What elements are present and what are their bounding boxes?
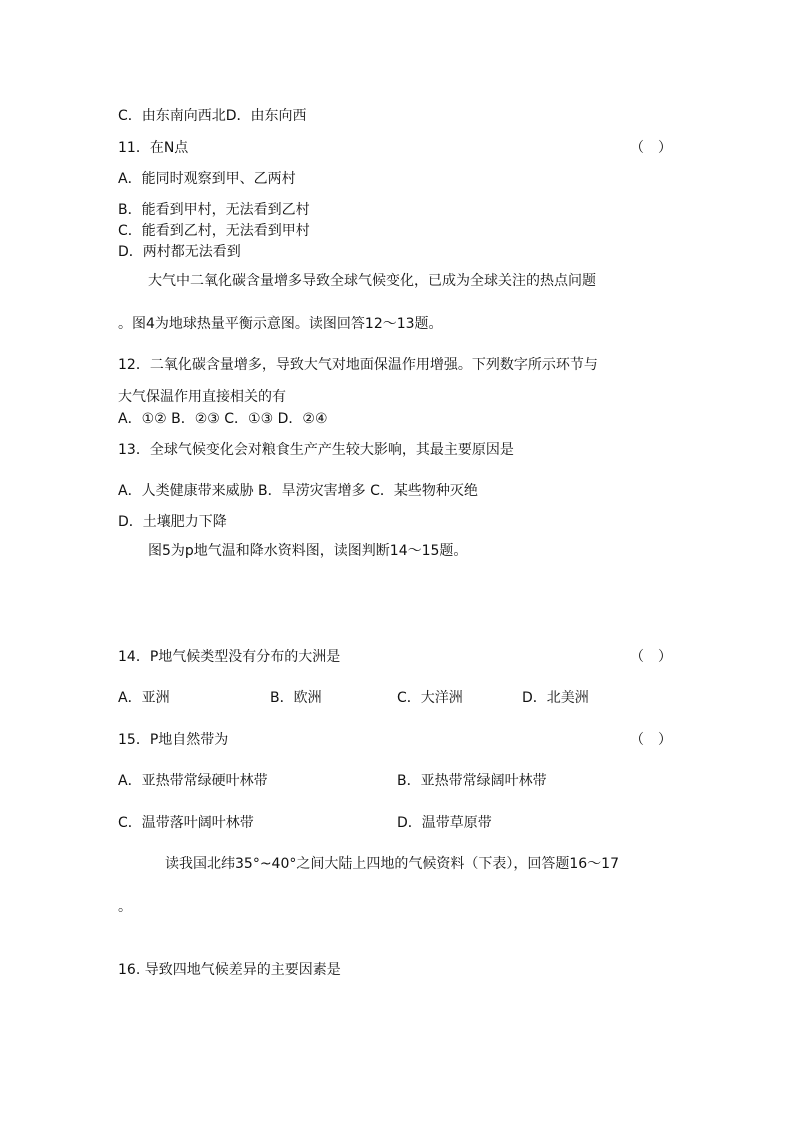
option-c: C．能看到乙村，无法看到甲村 <box>118 223 310 239</box>
question-15: 15．P地自然带为 <box>118 732 229 748</box>
option-b: B．能看到甲村，无法看到乙村 <box>118 202 310 218</box>
option-d: D．温带草原带 <box>397 815 492 831</box>
option-b: B．亚热带常绿阔叶林带 <box>397 773 547 789</box>
option-d: D．北美洲 <box>522 690 589 706</box>
question-12: 12．二氧化碳含量增多，导致大气对地面保温作用增强。下列数字所示环节与 <box>118 357 598 373</box>
question-16: 16. 导致四地气候差异的主要因素是 <box>118 962 341 978</box>
intro-paragraph: 大气中二氧化碳含量增多导致全球气候变化，已成为全球关注的热点问题 <box>148 273 596 289</box>
answer-paren: （ ） <box>630 732 672 748</box>
intro-paragraph-cont: 。 <box>118 899 132 915</box>
intro-paragraph: 图5为p地气温和降水资料图，读图判断14～15题。 <box>148 543 468 559</box>
answer-paren: （ ） <box>630 140 672 156</box>
intro-paragraph-cont: 。图4为地球热量平衡示意图。读图回答12～13题。 <box>118 316 443 332</box>
intro-paragraph: 读我国北纬35°~40°之间大陆上四地的气候资料（下表），回答题16～17 <box>165 856 619 872</box>
question-12-cont: 大气保温作用直接相关的有 <box>118 389 286 405</box>
question-14: 14．P地气候类型没有分布的大洲是 <box>118 649 341 665</box>
option-a: A．亚热带常绿硬叶林带 <box>118 773 268 789</box>
option-b: B．欧洲 <box>270 690 322 706</box>
question-13: 13．全球气候变化会对粮食生产产生较大影响，其最主要原因是 <box>118 442 514 458</box>
option-c: C．大洋洲 <box>397 690 463 706</box>
option-line: C．由东南向西北D．由东向西 <box>118 108 307 124</box>
option-a: A．能同时观察到甲、乙两村 <box>118 171 296 187</box>
option-d: D．两村都无法看到 <box>118 244 241 260</box>
option-c: C．温带落叶阔叶林带 <box>118 815 254 831</box>
question-13-options: A．人类健康带来威胁 B．旱涝灾害增多 C．某些物种灭绝 <box>118 483 478 499</box>
question-12-options: A．①② B．②③ C．①③ D．②④ <box>118 411 328 427</box>
question-11: 11．在N点 <box>118 140 189 156</box>
option-d: D．土壤肥力下降 <box>118 514 227 530</box>
answer-paren: （ ） <box>630 649 672 665</box>
option-a: A．亚洲 <box>118 690 170 706</box>
